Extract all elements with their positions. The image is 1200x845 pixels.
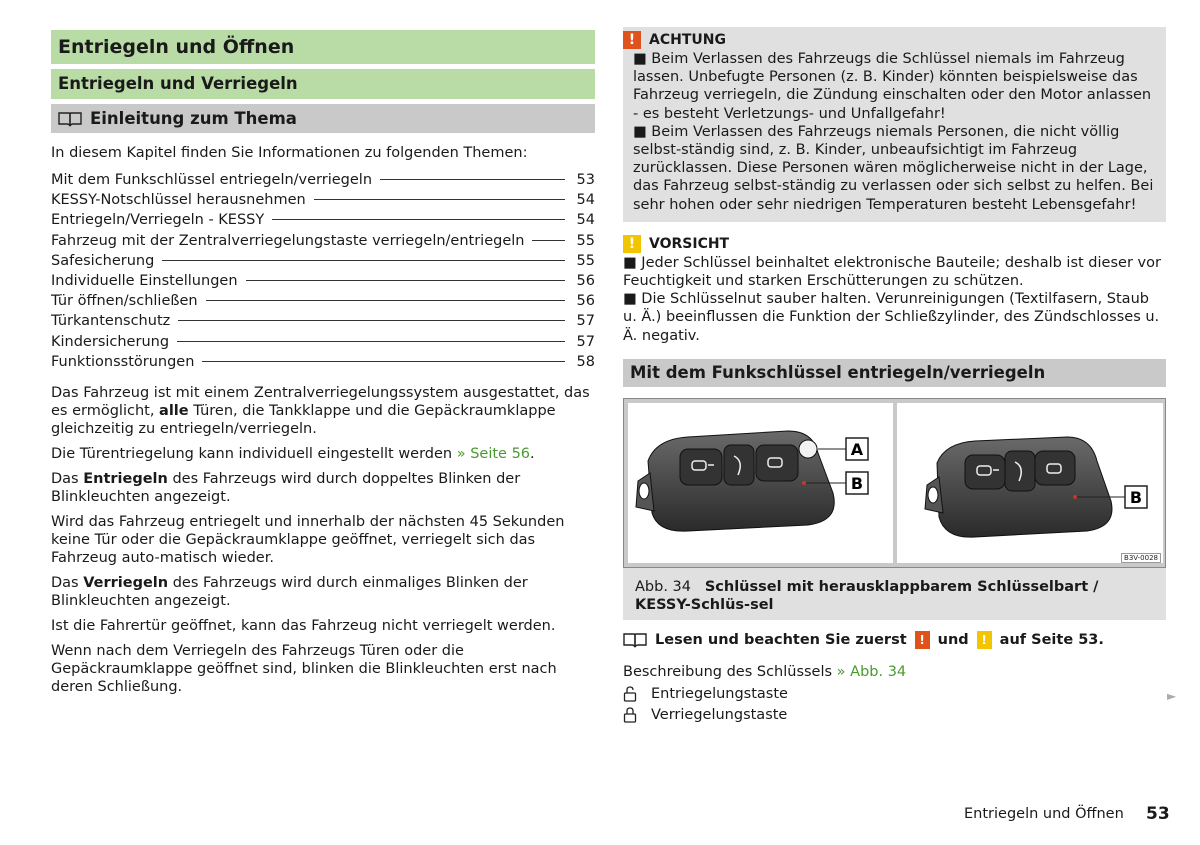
figure-caption [623, 568, 1166, 620]
warning-text-1: ■ Beim Verlassen des Fahrzeugs die Schlüssel niemals im Fahrzeug lassen. Unbefugte Personen (z. B. Kinder) könnten beispielsweise das Fahrzeug verriegeln, die Zündung einschalten oder den Motor anlassen - es besteht Verletzungs- und Unfallgefahr! [633, 51, 1152, 122]
page-link[interactable]: » Seite 56 [456, 445, 531, 462]
kessy-lock-button-shape [1035, 451, 1075, 485]
figure-key-images [623, 398, 1166, 568]
warning-heading [623, 30, 1156, 50]
caption-text: Schlüssel mit herausklappbarem Schlüsselbart / KESSY-Schlüs-sel [635, 578, 1099, 613]
toc-item-page: 55 [576, 252, 595, 269]
paragraph-lock-signal [51, 574, 595, 610]
page-number: 53 [1146, 804, 1170, 824]
warning-box [623, 27, 1166, 222]
toc-item-title: Fahrzeug mit der Zentralverriegelungstaste verriegeln/entriegeln [51, 232, 525, 249]
toc-leader [380, 179, 565, 180]
paragraph-unlock-signal [51, 470, 595, 506]
caution-text-2: ■ Die Schlüsselnut sauber halten. Verunreinigungen (Textilfasern, Staub u. Ä.) beeinflussen die Funktion der Schließzylinder, des Zündschlosses u. Ä. negativ. [623, 291, 1160, 344]
warning-icon: ! [623, 31, 641, 49]
toc-leader [532, 240, 565, 241]
paragraph-auto-relock: Wird das Fahrzeug entriegelt und innerhalb der nächsten 45 Sekunden keine Tür oder die Gepäckraumklappe geöffnet, verriegelt sich das Fahrzeug auto-matisch wieder. [51, 513, 565, 566]
text: des Fahrzeugs wird durch doppeltes Blinken der Blinkleuchten angezeigt. [51, 470, 521, 505]
toc-item-title: KESSY-Notschlüssel herausnehmen [51, 192, 306, 209]
toc-item-title: Safesicherung [51, 252, 155, 269]
toc-item[interactable] [51, 352, 595, 372]
text: Das [51, 470, 84, 487]
chapter-title: Entriegeln und Öffnen [51, 30, 595, 64]
legend-label-unlock: Entriegelungstaste [651, 686, 788, 703]
kessy-unlock-button-shape [965, 455, 1005, 489]
toc-item[interactable] [51, 231, 595, 251]
caution-icon: ! [623, 235, 641, 253]
toc-item-title: Individuelle Einstellungen [51, 272, 238, 289]
book-icon [623, 632, 647, 648]
paragraph-blink-after-close: Wenn nach dem Verriegeln des Fahrzeugs Türen oder die Gepäckraumklappe geöffnet sind, blinken die Blinkleuchten erst nach deren Schließung. [51, 642, 557, 695]
toc-item-page: 58 [576, 353, 595, 370]
toc-item[interactable] [51, 332, 595, 352]
toc-item[interactable] [51, 190, 595, 210]
text: Das Fahrzeug ist mit einem Zentralverriegelungssystem ausgestattet, das es ermöglicht, [51, 384, 590, 419]
key-description-title [623, 663, 1166, 681]
read-first-text: Lesen und beachten Sie zuerst [655, 631, 907, 648]
topic-intro-heading [51, 104, 595, 133]
read-first-page: auf Seite 53. [999, 631, 1104, 648]
figure-label-b2: B [1129, 487, 1143, 507]
emphasis: Entriegeln [83, 470, 168, 487]
text: Das [51, 574, 84, 591]
legend-item-unlock [623, 684, 1166, 705]
text: Beschreibung des Schlüssels [623, 663, 833, 680]
paragraph-central-locking [51, 384, 595, 438]
toc-item-page: 54 [576, 192, 595, 209]
paragraph-individual-unlock [51, 445, 595, 463]
topic-intro-label: Einleitung zum Thema [90, 109, 297, 128]
toc-item[interactable] [51, 251, 595, 271]
toc-item[interactable] [51, 291, 595, 311]
text: Türen, die Tankklappe und die Gepäckraumklappe gleichzeitig zu entriegeln/verriegeln. [51, 402, 556, 437]
toc-leader [177, 341, 565, 342]
read-first-note [623, 630, 1166, 650]
intro-text: In diesem Kapitel finden Sie Informationen zu folgenden Themen: [51, 145, 528, 161]
footer-chapter-title: Entriegeln und Öffnen [964, 806, 1124, 822]
toc-item-page: 55 [576, 232, 595, 249]
remote-key-section-title: Mit dem Funkschlüssel entriegeln/verriegeln [623, 359, 1166, 387]
figure-label-a: A [850, 439, 864, 459]
trunk-button-shape [724, 445, 754, 485]
figure-link[interactable]: » Abb. 34 [836, 663, 907, 680]
toc-list [51, 170, 595, 372]
toc-item-page: 57 [576, 313, 595, 330]
toc-item[interactable] [51, 170, 595, 190]
figure-panel-kessy-key [897, 403, 1163, 563]
toc-leader [246, 280, 565, 281]
caution-ref-icon: ! [977, 631, 992, 649]
toc-item-title: Kindersicherung [51, 333, 170, 350]
legend-label-lock: Verriegelungstaste [651, 707, 788, 724]
figure-panel-flip-key [628, 403, 893, 563]
toc-item-title: Türkantenschutz [51, 313, 171, 330]
caption-number: Abb. 34 [635, 578, 691, 595]
emphasis: Verriegeln [83, 574, 169, 591]
text: Die Türentriegelung kann individuell eingestellt werden [51, 445, 457, 462]
toc-leader [178, 320, 565, 321]
toc-item-title: Mit dem Funkschlüssel entriegeln/verriegeln [51, 172, 373, 188]
book-icon [58, 111, 82, 127]
text: des Fahrzeugs wird durch einmaliges Blinken der Blinkleuchten angezeigt. [51, 574, 528, 609]
toc-leader [272, 219, 565, 220]
kessy-key-illustration [897, 403, 1163, 563]
toc-item-page: 53 [576, 172, 595, 188]
paragraph-driver-door: Ist die Fahrertür geöffnet, kann das Fahrzeug nicht verriegelt werden. [51, 617, 556, 634]
toc-leader [206, 300, 565, 301]
left-column [51, 30, 595, 703]
toc-item-page: 56 [576, 293, 595, 310]
warning-text-2: ■ Beim Verlassen des Fahrzeugs niemals Personen, die nicht völlig selbst-ständig sind, z. B. Kinder, unbeaufsichtigt im Fahrzeug zurücklassen. Diese Personen wären möglicherweise nicht in der Lage, das Fahrzeug selbst-ständig zu verlassen oder sich selbst zu helfen. Bei sehr hohen oder sehr niedrigen Temperaturen besteht Lebensgefahr! [633, 123, 1154, 213]
toc-leader [202, 361, 565, 362]
text: . [530, 445, 535, 462]
figure-label-b: B [850, 473, 864, 493]
toc-item-title: Tür öffnen/schließen [51, 293, 198, 310]
unlock-icon [623, 686, 637, 702]
caution-heading [623, 234, 1166, 254]
release-button-shape [799, 440, 817, 458]
emphasis: alle [159, 402, 189, 419]
toc-item-page: 54 [576, 212, 595, 229]
read-first-and: und [937, 631, 969, 648]
toc-item-title: Funktionsstörungen [51, 353, 195, 370]
toc-item[interactable] [51, 271, 595, 291]
toc-item-page: 56 [576, 272, 595, 289]
warning-title: ACHTUNG [649, 32, 726, 48]
warning-ref-icon: ! [915, 631, 930, 649]
toc-leader [162, 260, 565, 261]
continue-arrow-icon: ► [1167, 689, 1177, 703]
unlock-button-shape [680, 449, 722, 485]
flip-key-illustration [628, 403, 893, 563]
section-title: Entriegeln und Verriegeln [51, 69, 595, 99]
toc-item-title: Entriegeln/Verriegeln - KESSY [51, 212, 265, 229]
lock-icon [623, 707, 637, 723]
right-column [623, 27, 1166, 726]
kessy-trunk-button-shape [1005, 451, 1035, 491]
figure-code: B3V-0028 [1121, 553, 1161, 563]
legend-item-lock [623, 705, 1166, 726]
toc-item[interactable] [51, 210, 595, 230]
lock-button-shape [756, 445, 798, 481]
caution-block [623, 234, 1166, 345]
caution-text-1: ■ Jeder Schlüssel beinhaltet elektronische Bauteile; deshalb ist dieser vor Feuchtigkeit und starken Erschütterungen zu schützen. [623, 254, 1161, 290]
toc-leader [314, 199, 565, 200]
toc-item[interactable] [51, 311, 595, 331]
caution-title: VORSICHT [649, 235, 730, 252]
toc-item-page: 57 [576, 333, 595, 350]
